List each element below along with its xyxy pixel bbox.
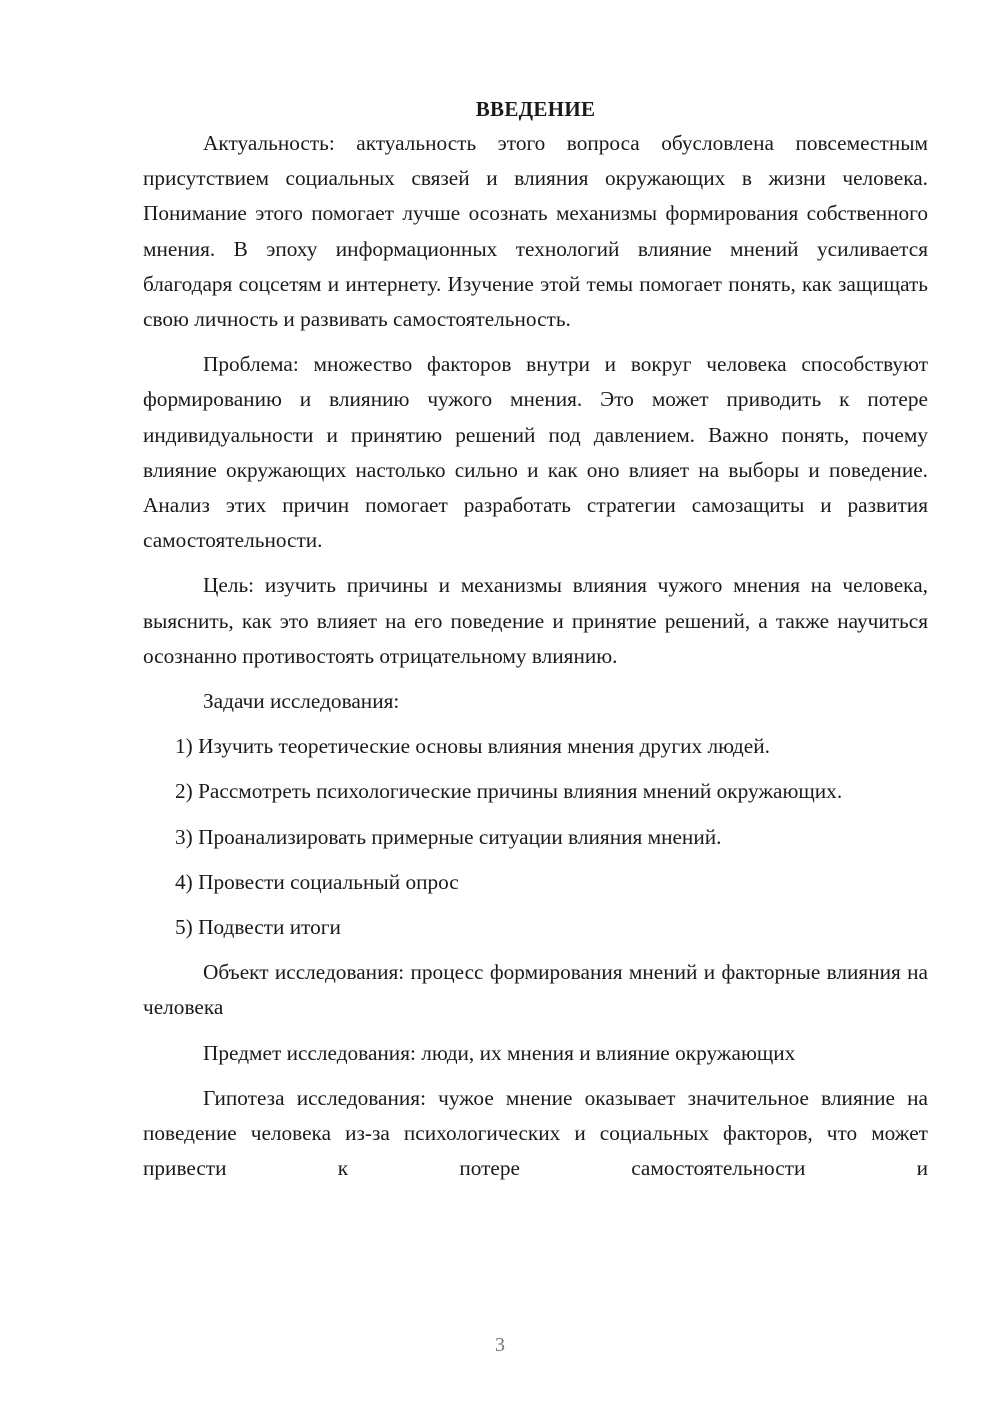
paragraph-hypothesis: Гипотеза исследования: чужое мнение оказывает значительное влияние на поведение человека из-за психологических и социальных факторов, что может привести к потере самостоятельности и <box>143 1085 928 1181</box>
paragraph-object: Объект исследования: процесс формирования мнений и факторные влияния на человека <box>143 960 928 1020</box>
task-item-3: 3) Проанализировать примерные ситуации влияния мнений. <box>175 824 722 849</box>
paragraph-problem: Проблема: множество факторов внутри и вокруг человека способствуют формированию и влиянию чужого мнения. Это может приводить к потере индивидуальности и принятию решений под давлением. Важно понять, почему влияние окружающих настолько сильно и как оно влияет на выборы и поведение. Анализ этих причин помогает разработать стратегии самозащиты и развития самостоятельности. <box>143 352 928 553</box>
paragraph-relevance: Актуальность: актуальность этого вопроса обусловлена повсеместным присутствием социальных связей и влияния окружающих в жизни человека. Понимание этого помогает лучше осознать механизмы формирования собственного мнения. В эпоху информационных технологий влияние мнений усиливается благодаря соцсетям и интернету. Изучение этой темы помогает понять, как защищать свою личность и развивать самостоятельность. <box>143 131 928 332</box>
task-item-5: 5) Подвести итоги <box>175 915 341 940</box>
task-item-4: 4) Провести социальный опрос <box>175 869 459 894</box>
section-title: ВВЕДЕНИЕ <box>475 97 596 121</box>
paragraph-subject: Предмет исследования: люди, их мнения и влияние окружающих <box>203 1040 796 1065</box>
paragraph-tasks-heading: Задачи исследования: <box>203 689 400 714</box>
paragraph-goal: Цель: изучить причины и механизмы влияния чужого мнения на человека, выяснить, как это влияет на его поведение и принятие решений, а также научиться осознанно противостоять отрицательному влиянию. <box>143 573 928 668</box>
document-page <box>143 92 928 1196</box>
page-number: 3 <box>495 1334 505 1356</box>
task-item-1: 1) Изучить теоретические основы влияния мнения других людей. <box>175 734 770 759</box>
task-item-2: 2) Рассмотреть психологические причины влияния мнений окружающих. <box>175 779 843 804</box>
